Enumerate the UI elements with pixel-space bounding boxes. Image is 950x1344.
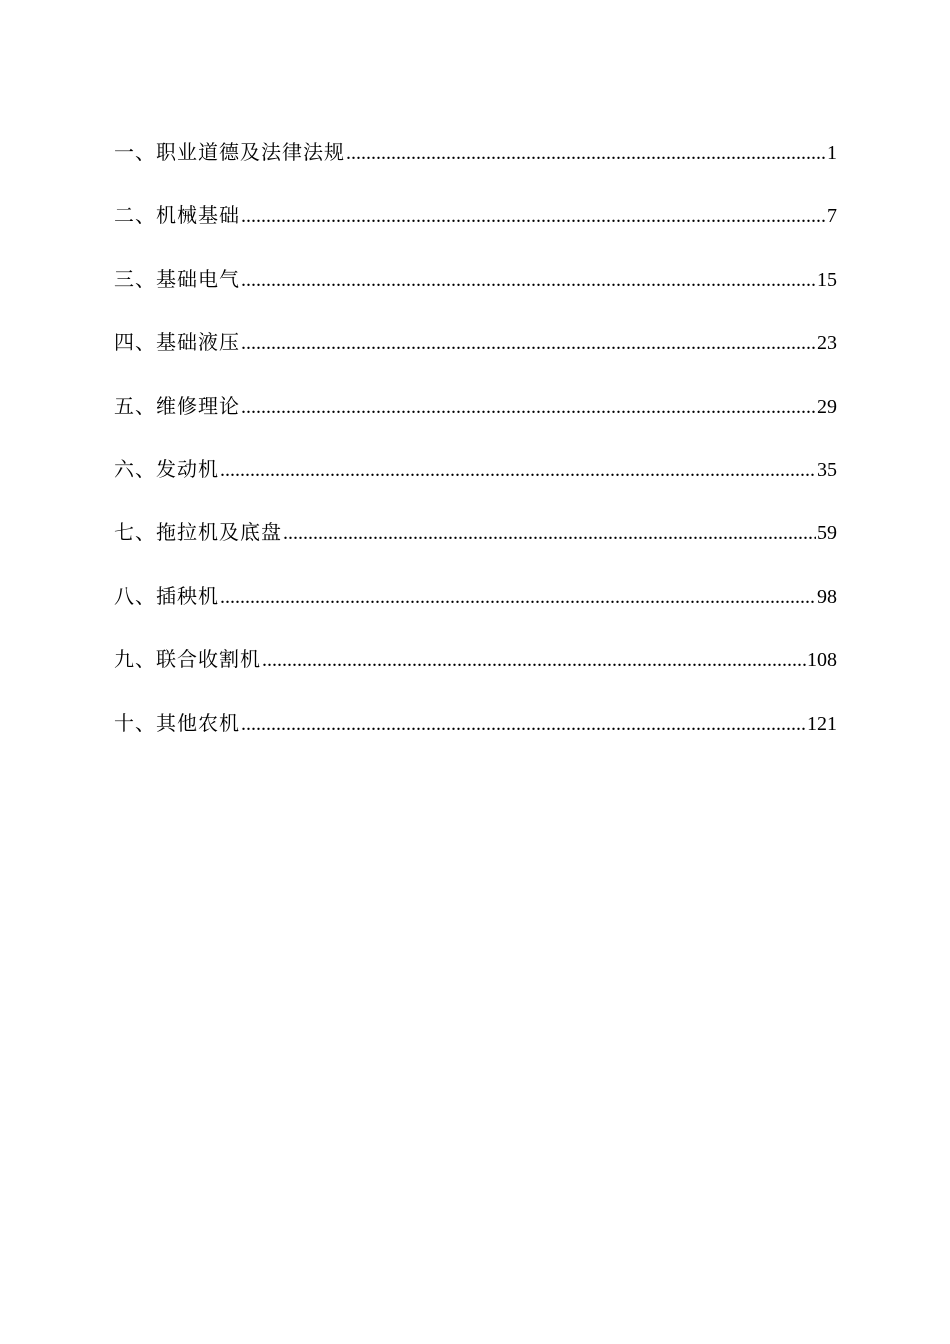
toc-dot-leader xyxy=(241,200,826,232)
toc-entry-page: 29 xyxy=(817,395,837,418)
toc-entry-page: 35 xyxy=(817,458,837,481)
toc-entry[interactable] xyxy=(114,453,837,516)
toc-entry-title: 九、联合收割机 xyxy=(114,647,261,672)
toc-entry-title: 八、插秧机 xyxy=(114,583,219,608)
toc-entry-title: 一、职业道德及法律法规 xyxy=(114,140,345,164)
toc-entry-page: 1 xyxy=(827,142,837,164)
toc-dot-leader xyxy=(220,454,816,486)
toc-dot-leader xyxy=(283,517,816,549)
toc-entry-title: 四、基础液压 xyxy=(114,330,240,355)
toc-dot-leader xyxy=(241,391,816,423)
toc-entry-title: 十、其他农机 xyxy=(114,710,240,735)
toc-dot-leader xyxy=(346,137,826,169)
toc-entry-page: 15 xyxy=(817,268,837,291)
toc-entry-title: 六、发动机 xyxy=(114,456,219,481)
toc-dot-leader xyxy=(241,327,816,359)
toc-entry[interactable] xyxy=(114,707,837,770)
toc-entry-title: 三、基础电气 xyxy=(114,266,240,291)
toc-entry-title: 七、拖拉机及底盘 xyxy=(114,520,282,545)
toc-entry[interactable] xyxy=(114,326,837,389)
toc-entry-page: 108 xyxy=(807,649,837,672)
toc-entry[interactable] xyxy=(114,643,837,706)
table-of-contents xyxy=(114,136,837,770)
toc-entry[interactable] xyxy=(114,136,837,199)
toc-entry[interactable] xyxy=(114,263,837,326)
toc-entry[interactable] xyxy=(114,390,837,453)
toc-entry[interactable] xyxy=(114,516,837,579)
toc-dot-leader xyxy=(220,581,816,613)
toc-dot-leader xyxy=(241,708,806,740)
toc-entry[interactable] xyxy=(114,580,837,643)
toc-entry-title: 五、维修理论 xyxy=(114,393,240,418)
toc-entry-page: 7 xyxy=(827,205,837,228)
toc-entry-page: 121 xyxy=(807,712,837,735)
toc-entry-page: 23 xyxy=(817,332,837,355)
toc-entry-title: 二、机械基础 xyxy=(114,203,240,228)
toc-entry-page: 59 xyxy=(817,522,837,545)
toc-entry[interactable] xyxy=(114,199,837,262)
toc-dot-leader xyxy=(241,264,816,296)
toc-entry-page: 98 xyxy=(817,585,837,608)
toc-dot-leader xyxy=(262,644,806,676)
